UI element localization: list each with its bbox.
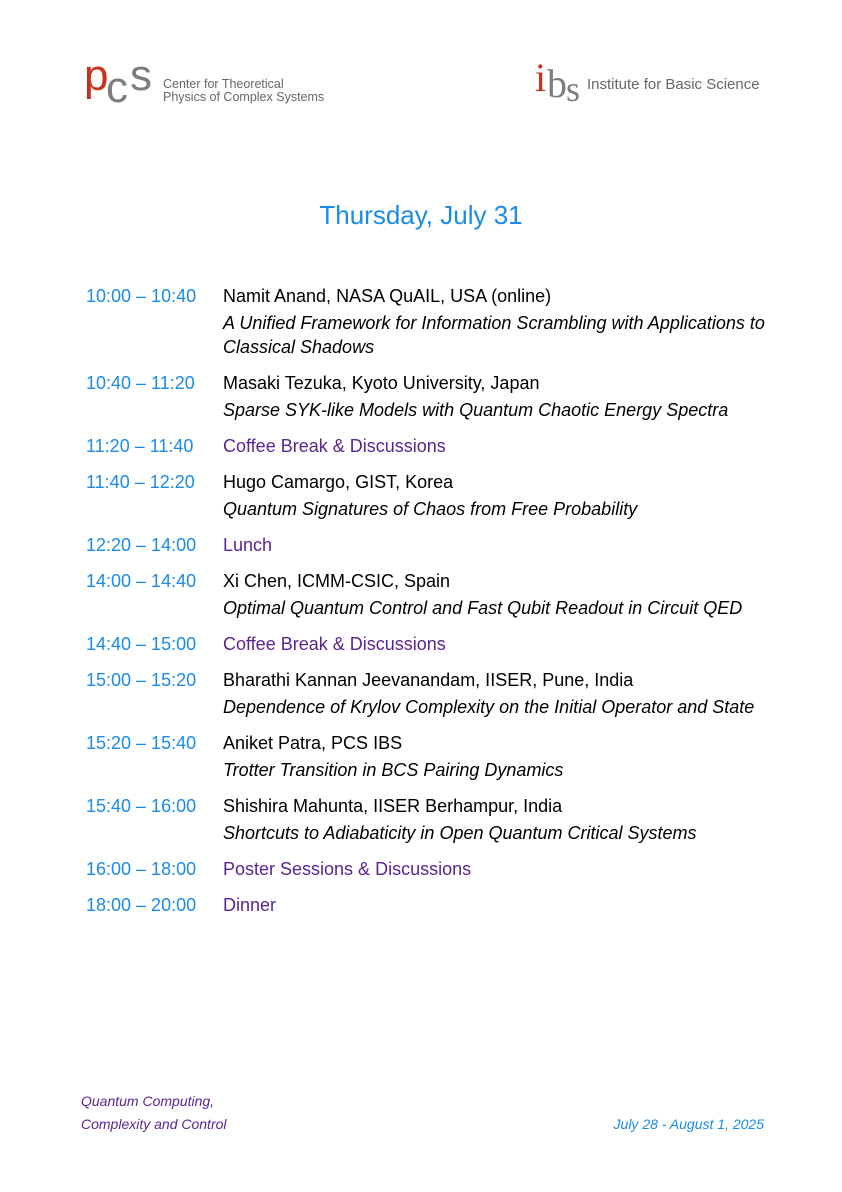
break-event: Dinner: [223, 895, 277, 915]
ibs-logo-mark-b: b: [547, 61, 567, 106]
speaker: Namit Anand, NASA QuAIL, USA (online): [223, 286, 552, 306]
footer-dates: July 28 - August 1, 2025: [613, 1116, 764, 1132]
pcs-logo-text: [163, 78, 324, 104]
pcs-logo-line2: Physics of Complex Systems: [163, 90, 325, 104]
time-slot: 16:00 – 18:00: [86, 859, 197, 879]
session: [223, 533, 776, 557]
time-slot: 10:00 – 10:40: [86, 286, 197, 306]
talk-title: Sparse SYK-like Models with Quantum Chaotic Energy Spectra: [223, 400, 729, 420]
schedule-row: [86, 857, 776, 881]
session: [223, 731, 776, 782]
speaker: Xi Chen, ICMM-CSIC, Spain: [223, 571, 451, 591]
time-slot: 11:20 – 11:40: [86, 436, 194, 456]
footer-line1: Quantum Computing,: [81, 1093, 215, 1109]
time-slot: 14:40 – 15:00: [86, 634, 197, 654]
schedule-row: [86, 893, 776, 917]
break-event: Lunch: [223, 535, 273, 555]
time-slot: 14:00 – 14:40: [86, 571, 197, 591]
speaker: Masaki Tezuka, Kyoto University, Japan: [223, 373, 540, 393]
talk-title: Dependence of Krylov Complexity on the Initial Operator and State: [223, 697, 755, 717]
talk-title: Quantum Signatures of Chaos from Free Probability: [223, 499, 638, 519]
session: [223, 470, 776, 521]
break-event: Coffee Break & Discussions: [223, 634, 446, 654]
talk-title: Shortcuts to Adiabaticity in Open Quantum Critical Systems: [223, 823, 697, 843]
session: [223, 284, 776, 359]
schedule-row: [86, 284, 776, 359]
speaker: Aniket Patra, PCS IBS: [223, 733, 403, 753]
time-slot: 15:00 – 15:20: [86, 670, 197, 690]
speaker: Bharathi Kannan Jeevanandam, IISER, Pune, India: [223, 670, 634, 690]
pcs-logo-line1: Center for Theoretical: [163, 77, 284, 91]
speaker: Shishira Mahunta, IISER Berhampur, India: [223, 796, 563, 816]
ibs-logo-mark-s: s: [566, 69, 581, 109]
schedule-row: [86, 794, 776, 845]
time-slot: 18:00 – 20:00: [86, 895, 197, 915]
session: [223, 668, 776, 719]
session: [223, 569, 776, 620]
talk-title: Trotter Transition in BCS Pairing Dynamics: [223, 760, 564, 780]
schedule-row: [86, 569, 776, 620]
schedule-row: [86, 632, 776, 656]
schedule-row: [86, 731, 776, 782]
day-title: Thursday, July 31: [319, 200, 523, 230]
session: [223, 632, 776, 656]
session: [223, 857, 776, 881]
time-slot: 15:40 – 16:00: [86, 796, 197, 816]
time-slot: 11:40 – 12:20: [86, 472, 195, 492]
session: [223, 371, 776, 422]
time-slot: 12:20 – 14:00: [86, 535, 197, 555]
time-slot: 15:20 – 15:40: [86, 733, 197, 753]
break-event: Coffee Break & Discussions: [223, 436, 446, 456]
speaker: Hugo Camargo, GIST, Korea: [223, 472, 454, 492]
schedule-row: [86, 470, 776, 521]
talk-title: Optimal Quantum Control and Fast Qubit Readout in Circuit QED: [223, 598, 743, 618]
pcs-logo-mark-c: c: [106, 63, 128, 112]
ibs-logo-mark-i: i: [535, 55, 547, 100]
schedule-row: [86, 371, 776, 422]
break-event: Poster Sessions & Discussions: [223, 859, 472, 879]
session: [223, 434, 776, 458]
schedule-row: [86, 533, 776, 557]
schedule-row: [86, 668, 776, 719]
footer-line2: Complexity and Control: [81, 1116, 227, 1132]
footer-conference-name: [81, 1090, 227, 1136]
ibs-logo-text: Institute for Basic Science: [587, 76, 760, 93]
talk-title: A Unified Framework for Information Scrambling with Applications to Classical Shadows: [223, 313, 765, 357]
time-slot: 10:40 – 11:20: [86, 373, 195, 393]
session: [223, 893, 776, 917]
pcs-logo-mark-p: p: [84, 51, 109, 100]
schedule-list: [86, 284, 776, 929]
session: [223, 794, 776, 845]
pcs-logo-mark-s: s: [130, 51, 152, 100]
schedule-row: [86, 434, 776, 458]
